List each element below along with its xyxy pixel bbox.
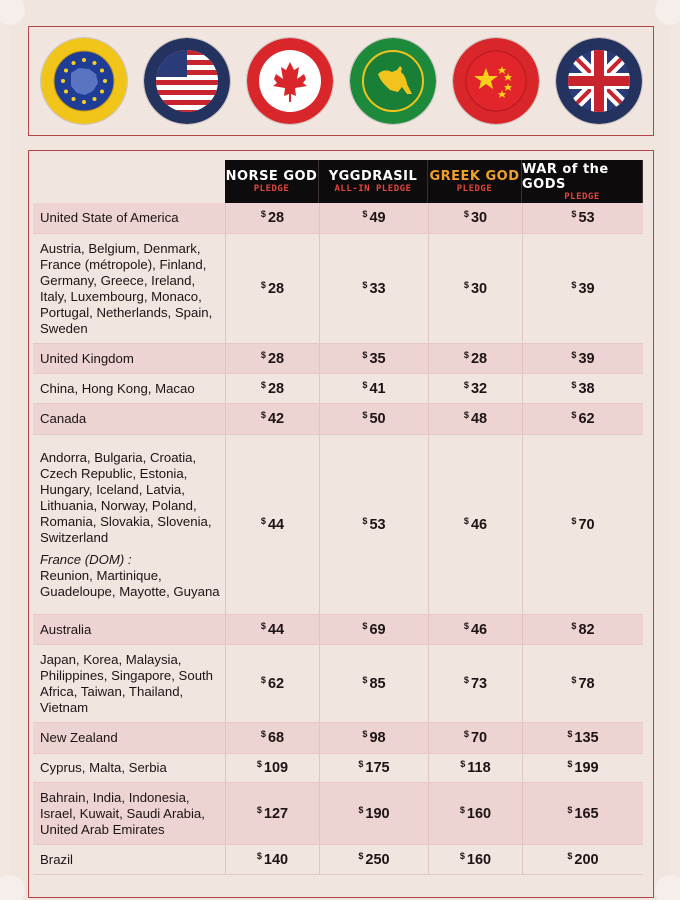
price-value: 250	[365, 851, 390, 868]
price-cell	[522, 234, 643, 343]
dom-label: France (DOM) :	[40, 551, 132, 567]
uk-flag-icon	[556, 38, 642, 124]
price-cell	[522, 203, 643, 233]
table-row	[33, 435, 643, 615]
table-row	[33, 404, 643, 435]
currency-symbol: $	[463, 410, 469, 420]
table-row	[33, 374, 643, 404]
price-cell	[428, 203, 522, 233]
country-cell	[33, 404, 225, 434]
column-name: YGGDRASIL	[328, 169, 418, 184]
table-row	[33, 615, 643, 645]
country-cell	[33, 723, 225, 753]
country-text: United State of America	[40, 210, 179, 225]
country-text: Brazil	[40, 851, 73, 867]
currency-symbol: $	[459, 804, 465, 815]
country-cell	[33, 615, 225, 644]
price-cell	[428, 404, 522, 434]
price-value: 78	[578, 675, 595, 692]
price-cell	[225, 783, 319, 844]
price-cell	[319, 404, 428, 434]
country-cell	[33, 754, 225, 782]
table-row	[33, 234, 643, 344]
price-value: 44	[267, 516, 285, 533]
price-cell	[225, 754, 319, 782]
currency-symbol: $	[362, 379, 368, 390]
price-cell	[319, 754, 428, 782]
price-value: 53	[369, 516, 386, 533]
currency-symbol: $	[358, 759, 364, 769]
price-value: 33	[369, 280, 386, 297]
table-row	[33, 754, 643, 783]
price-cell	[428, 344, 522, 373]
price-value: 28	[267, 350, 285, 367]
currency-symbol: $	[260, 349, 266, 360]
price-value: 42	[267, 411, 285, 427]
currency-symbol: $	[571, 209, 577, 219]
price-value: 39	[578, 280, 595, 297]
column-header-yggdrasil	[319, 160, 428, 203]
price-value: 30	[470, 280, 488, 297]
currency-symbol: $	[358, 850, 364, 861]
currency-symbol: $	[463, 620, 469, 631]
price-cell	[319, 845, 428, 874]
price-value: 190	[365, 805, 390, 822]
price-value: 53	[578, 210, 595, 226]
currency-symbol: $	[362, 729, 368, 739]
currency-symbol: $	[460, 759, 466, 769]
country-text: United Kingdom	[40, 350, 134, 366]
china-flag-icon	[453, 38, 539, 124]
column-sub: PLEDGE	[253, 184, 290, 194]
price-cell	[319, 435, 428, 614]
table-row	[33, 645, 643, 723]
price-cell	[225, 615, 319, 644]
currency-symbol: $	[362, 349, 368, 360]
price-cell	[428, 754, 522, 782]
price-cell	[428, 374, 522, 403]
uk-shipping-badge	[556, 38, 642, 124]
currency-symbol: $	[260, 279, 266, 290]
australia-shipping-badge	[350, 38, 436, 124]
currency-symbol: $	[260, 410, 266, 420]
price-value: 140	[263, 851, 289, 868]
country-cell	[33, 374, 225, 403]
price-value: 41	[369, 380, 386, 397]
country-cell	[33, 344, 225, 373]
currency-symbol: $	[571, 674, 577, 685]
country-cell	[33, 435, 225, 614]
price-value: 68	[267, 730, 285, 746]
country-text: Bahrain, India, Indonesia, Israel, Kuwait, Saudi Arabia, United Arab Emirates	[40, 789, 205, 837]
shipping-table	[33, 160, 643, 875]
table-row	[33, 845, 643, 875]
price-value: 160	[466, 851, 492, 868]
price-cell	[522, 645, 643, 722]
price-value: 49	[369, 210, 386, 226]
currency-symbol: $	[362, 410, 368, 420]
price-cell	[225, 374, 319, 403]
price-value: 165	[574, 805, 599, 822]
price-cell	[522, 615, 643, 644]
table-row	[33, 783, 643, 845]
column-sub: PLEDGE	[564, 191, 600, 202]
dom-countries: Reunion, Martinique, Guadeloupe, Mayotte, Guyana	[40, 567, 220, 599]
currency-symbol: $	[256, 759, 262, 769]
currency-symbol: $	[571, 515, 577, 526]
price-cell	[225, 234, 319, 343]
price-value: 85	[369, 675, 386, 692]
currency-symbol: $	[571, 620, 577, 631]
currency-symbol: $	[358, 804, 364, 815]
price-value: 30	[470, 210, 488, 226]
price-value: 160	[466, 805, 492, 822]
price-cell	[428, 234, 522, 343]
currency-symbol: $	[571, 379, 577, 390]
currency-symbol: $	[463, 515, 469, 526]
table-row	[33, 723, 643, 754]
table-row	[33, 344, 643, 374]
country-text: New Zealand	[40, 730, 118, 745]
country-text: Cyprus, Malta, Serbia	[40, 760, 167, 775]
price-value: 62	[267, 675, 285, 692]
price-cell	[319, 203, 428, 233]
currency-symbol: $	[260, 209, 266, 219]
currency-symbol: $	[260, 729, 266, 739]
country-cell	[33, 645, 225, 722]
currency-symbol: $	[567, 759, 573, 769]
price-value: 46	[470, 621, 488, 638]
corner-notch	[655, 875, 680, 900]
price-value: 98	[369, 730, 386, 746]
currency-symbol: $	[362, 620, 368, 631]
header-spacer	[33, 160, 225, 203]
price-cell	[522, 404, 643, 434]
price-cell	[428, 615, 522, 644]
price-value: 109	[263, 760, 289, 776]
column-sub: ALL-IN PLEDGE	[334, 184, 412, 194]
currency-symbol: $	[463, 279, 469, 290]
table-header	[33, 160, 643, 203]
price-value: 28	[267, 280, 285, 297]
price-cell	[225, 723, 319, 753]
currency-symbol: $	[362, 674, 368, 685]
price-value: 28	[267, 380, 285, 397]
price-cell	[319, 374, 428, 403]
column-name: WAR of the GODS	[522, 161, 609, 192]
price-cell	[319, 783, 428, 844]
country-text: Austria, Belgium, Denmark, France (métropole), Finland, Germany, Greece, Ireland, Italy, Luxembourg, Monaco, Portugal, Netherlands, Spain, Sweden	[40, 240, 213, 336]
currency-symbol: $	[362, 279, 368, 290]
column-name: NORSE GOD	[225, 169, 318, 184]
country-cell	[33, 203, 225, 233]
price-value: 35	[369, 350, 386, 367]
country-text: Andorra, Bulgaria, Croatia, Czech Republic, Estonia, Hungary, Iceland, Latvia, Lithuania, Norway, Poland, Romania, Slovakia, Slovenia, Switzerland	[40, 449, 212, 545]
price-cell	[225, 435, 319, 614]
eu-shipping-badge	[41, 38, 127, 124]
price-value: 200	[574, 851, 599, 868]
price-value: 46	[470, 516, 488, 533]
price-cell	[522, 783, 643, 844]
currency-symbol: $	[256, 804, 262, 815]
price-value: 48	[470, 411, 488, 427]
price-value: 135	[574, 730, 599, 746]
column-header-war-of-the-gods	[522, 160, 643, 203]
table-row	[33, 203, 643, 234]
price-cell	[522, 723, 643, 753]
price-cell	[225, 344, 319, 373]
price-cell	[319, 645, 428, 722]
price-value: 70	[578, 516, 595, 533]
country-text: Australia	[40, 621, 92, 637]
currency-symbol: $	[463, 379, 469, 390]
currency-symbol: $	[571, 279, 577, 290]
currency-symbol: $	[260, 674, 266, 685]
price-value: 82	[578, 621, 595, 638]
currency-symbol: $	[571, 349, 577, 360]
currency-symbol: $	[459, 850, 465, 861]
column-name: GREEK GOD	[429, 169, 520, 184]
currency-symbol: $	[260, 515, 266, 526]
currency-symbol: $	[362, 209, 368, 219]
price-cell	[319, 234, 428, 343]
currency-symbol: $	[260, 379, 266, 390]
price-cell	[428, 845, 522, 874]
price-value: 28	[470, 350, 488, 367]
price-value: 127	[263, 805, 289, 822]
price-value: 70	[470, 730, 488, 746]
currency-symbol: $	[463, 674, 469, 685]
currency-symbol: $	[463, 729, 469, 739]
price-value: 28	[267, 210, 285, 226]
currency-symbol: $	[567, 729, 573, 739]
price-value: 175	[365, 760, 390, 776]
currency-symbol: $	[463, 209, 469, 219]
currency-symbol: $	[256, 850, 262, 861]
price-value: 199	[574, 760, 599, 776]
price-value: 39	[578, 350, 595, 367]
table-body	[33, 203, 643, 875]
country-text: Canada	[40, 411, 87, 426]
eu-flag-icon	[41, 38, 127, 124]
country-text: China, Hong Kong, Macao	[40, 380, 195, 396]
price-cell	[522, 374, 643, 403]
price-cell	[428, 645, 522, 722]
price-value: 73	[470, 675, 488, 692]
kangaroo-flag-icon	[350, 38, 436, 124]
price-value: 62	[578, 411, 595, 427]
canada-flag-icon	[247, 38, 333, 124]
currency-symbol: $	[571, 410, 577, 420]
us-flag-icon	[144, 38, 230, 124]
canada-shipping-badge	[247, 38, 333, 124]
price-value: 50	[369, 411, 386, 427]
us-shipping-badge	[144, 38, 230, 124]
column-sub: PLEDGE	[456, 184, 493, 194]
country-cell	[33, 234, 225, 343]
shipping-badges	[28, 26, 654, 136]
column-header-norse-god	[225, 160, 319, 203]
country-cell	[33, 783, 225, 844]
country-cell	[33, 845, 225, 874]
price-cell	[319, 344, 428, 373]
price-cell	[522, 344, 643, 373]
price-cell	[225, 404, 319, 434]
country-text: Japan, Korea, Malaysia, Philippines, Singapore, South Africa, Taiwan, Thailand, Vietnam	[40, 651, 214, 715]
price-cell	[522, 435, 643, 614]
currency-symbol: $	[567, 804, 573, 815]
price-cell	[428, 783, 522, 844]
price-cell	[319, 723, 428, 753]
price-value: 38	[578, 380, 595, 397]
price-value: 32	[470, 380, 488, 397]
china-shipping-badge	[453, 38, 539, 124]
price-cell	[225, 845, 319, 874]
price-cell	[225, 645, 319, 722]
column-header-greek-god	[428, 160, 522, 203]
currency-symbol: $	[463, 349, 469, 360]
price-cell	[225, 203, 319, 233]
price-cell	[319, 615, 428, 644]
price-cell	[428, 435, 522, 614]
price-cell	[522, 754, 643, 782]
currency-symbol: $	[362, 515, 368, 526]
price-value: 69	[369, 621, 386, 638]
currency-symbol: $	[260, 620, 266, 631]
price-cell	[428, 723, 522, 753]
price-value: 118	[467, 760, 491, 776]
price-value: 44	[267, 621, 285, 638]
price-cell	[522, 845, 643, 874]
currency-symbol: $	[567, 850, 573, 861]
